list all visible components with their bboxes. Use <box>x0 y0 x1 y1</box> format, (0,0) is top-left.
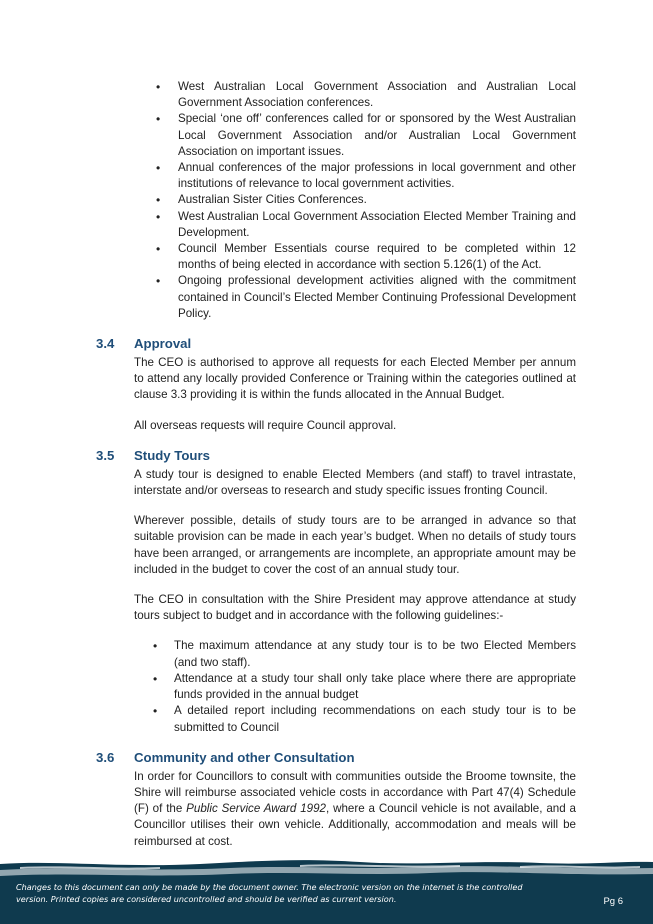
section-heading <box>96 448 576 467</box>
document-body <box>96 79 576 850</box>
list-item-text: A detailed report including recommendations on each study tour is to be submitted to Council <box>174 704 576 734</box>
section-body <box>134 769 576 850</box>
bullet-icon: • <box>156 193 161 208</box>
list-item-text: Australian Sister Cities Conferences. <box>178 193 367 207</box>
section-body <box>134 467 576 736</box>
paragraph: The CEO is authorised to approve all requests for each Elected Member per annum to attend any locally provided Conference or Training within the categories outlined at clause 3.3 providing it is within the funds allocated in the Annual Budget. <box>134 356 576 402</box>
paragraph-text: , where a Council vehicle is not available, and a Councillor utilises their own vehicle. Additionally, accommodation and meals will be reimbursed at cost. <box>134 802 576 848</box>
paragraph: The CEO in consultation with the Shire President may approve attendance at study tours subject to budget and in accordance with the following guidelines:- <box>134 593 576 623</box>
list-item <box>134 703 576 735</box>
bullet-icon: • <box>156 274 161 289</box>
list-item-text: Attendance at a study tour shall only take place where there are appropriate funds provided in the annual budget <box>174 671 576 702</box>
page-footer <box>0 858 653 924</box>
list-item-text: West Australian Local Government Association and Australian Local Government Association conferences. <box>178 80 576 110</box>
section-title: Community and other Consultation <box>134 749 355 765</box>
bullet-icon: • <box>153 671 158 686</box>
footer-disclaimer: Changes to this document can only be made by the document owner. The electronic version on the internet is the controlled version. Printed copies are considered uncontrolled and should be verified as current version. <box>16 882 523 904</box>
list-item-text: The maximum attendance at any study tour is to be two Elected Members (and two staff). <box>174 639 576 669</box>
paragraph <box>134 769 576 850</box>
list-item-text: Ongoing professional development activities aligned with the commitment contained in Council’s Elected Member Continuing Professional Development Policy. <box>178 274 576 320</box>
list-item <box>96 192 576 208</box>
list-item <box>96 241 576 273</box>
bullet-icon: • <box>153 704 158 719</box>
section-study-tours <box>96 448 576 736</box>
bullet-icon: • <box>156 112 161 127</box>
section-approval <box>96 336 576 434</box>
list-item <box>96 209 576 241</box>
list-item <box>96 160 576 192</box>
page-number: Pg 6 <box>603 896 623 907</box>
section-body <box>134 355 576 434</box>
section-number: 3.4 <box>96 336 115 352</box>
bullet-icon: • <box>156 209 161 224</box>
section-heading <box>96 336 576 355</box>
section-number: 3.5 <box>96 447 115 463</box>
paragraph: All overseas requests will require Council approval. <box>134 418 397 432</box>
study-tour-guidelines-list <box>134 638 576 735</box>
bullet-icon: • <box>156 161 161 176</box>
section-community-consultation <box>96 750 576 850</box>
list-item <box>96 79 576 111</box>
list-item-text: Annual conferences of the major professions in local government and other institutions of relevance to local government activities. <box>178 161 576 191</box>
list-item-text: Council Member Essentials course required to be completed within 12 months of being elected in accordance with section 5.126(1) of the Act. <box>178 242 576 272</box>
list-item-text: West Australian Local Government Association Elected Member Training and Development. <box>178 209 576 239</box>
list-item <box>96 273 576 322</box>
list-item <box>134 671 576 703</box>
bullet-icon: • <box>156 80 161 94</box>
list-item <box>134 638 576 670</box>
paragraph: A study tour is designed to enable Elected Members (and staff) to travel intrastate, interstate and/or overseas to research and study specific issues fronting Council. <box>134 467 576 498</box>
bullet-icon: • <box>153 639 158 654</box>
section-title: Study Tours <box>134 447 210 463</box>
list-item-text: Special ‘one off’ conferences called for or sponsored by the West Australian Local Government Association and/or Australian Local Government Association on important issues. <box>178 112 576 158</box>
paragraph: Wherever possible, details of study tours are to be arranged in advance so that suitable provision can be made in each year’s budget. When no details of study tours have been arranged, or arrangements are incomplete, an appropriate amount may be included in the budget to cover the cost of an annual study tour. <box>134 514 576 576</box>
section-number: 3.6 <box>96 749 115 765</box>
paragraph-text: In order for Councillors to consult with communities outside the Broome townsite, the Shire will reimburse associated vehicle costs in accordance with Part 47(4) Schedule (F) of the <box>134 769 576 816</box>
list-item <box>96 111 576 160</box>
section-heading <box>96 750 576 769</box>
bullet-icon: • <box>156 242 161 257</box>
award-title: Public Service Award 1992 <box>186 802 326 816</box>
section-title: Approval <box>134 336 192 352</box>
conference-categories-list <box>96 79 576 322</box>
